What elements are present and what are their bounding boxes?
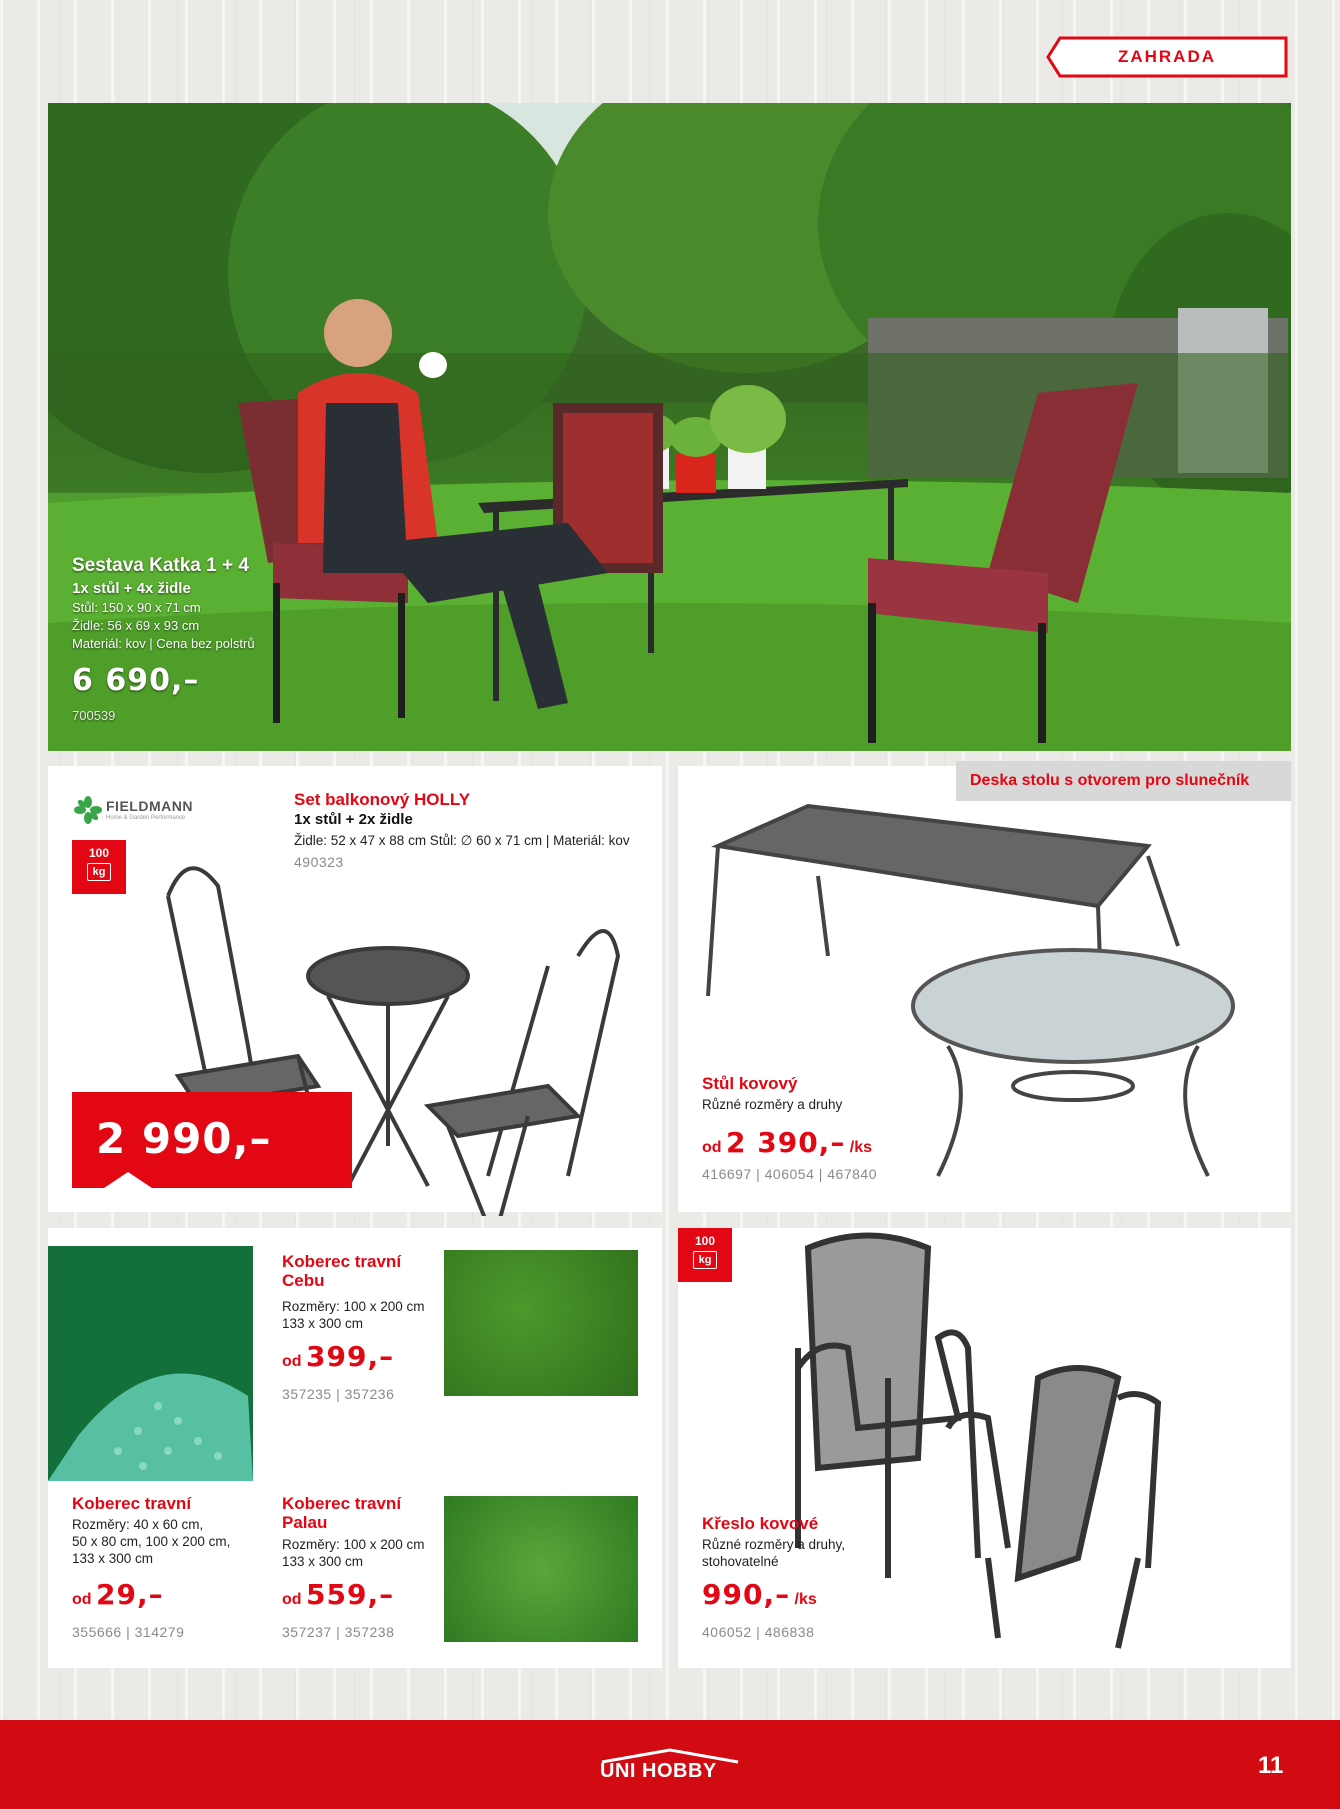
price-prefix: od [72, 1591, 92, 1608]
metal-chairs-image [758, 1228, 1288, 1668]
chair-title: Křeslo kovové [702, 1514, 819, 1533]
fieldmann-tagline: Home & Garden Performance [106, 815, 186, 821]
carpet-roll-image [48, 1246, 253, 1481]
weight-value: 100 [88, 846, 110, 860]
price-prefix: od [702, 1139, 722, 1156]
table-price-line [702, 1126, 872, 1159]
feature-banner-text: Deska stolu s otvorem pro slunečník [970, 772, 1250, 789]
carpet-price: 29,– [96, 1578, 164, 1611]
carpet-panel [48, 1228, 662, 1668]
palau-price-line [282, 1578, 394, 1611]
hero-subtitle: 1x stůl + 4x židle [72, 580, 191, 597]
palau-title-2: Palau [282, 1513, 328, 1532]
fieldmann-brand: FIELDMANN [106, 798, 193, 814]
chair-desc-2: stohovatelné [702, 1554, 779, 1569]
table-code: 416697 | 406054 | 467840 [702, 1166, 877, 1182]
cebu-desc-2: 133 x 300 cm [282, 1316, 364, 1331]
chair-price-line [702, 1578, 817, 1611]
holly-panel [48, 766, 662, 1212]
unihobby-logo-text: UNI HOBBY [600, 1760, 717, 1782]
cebu-price-line [282, 1340, 394, 1373]
carpet-desc-3: 133 x 300 cm [72, 1551, 154, 1566]
chair-price: 990,– [702, 1578, 791, 1611]
hero-price: 6 690,– [72, 663, 200, 698]
product-desc: Židle: 52 x 47 x 88 cm Stůl: ∅ 60 x 71 cm | Materiál: kov [294, 833, 630, 848]
footer [0, 1720, 1340, 1809]
palau-title-1: Koberec travní [282, 1494, 402, 1513]
weight-value: 100 [694, 1234, 716, 1248]
hero-dim-table: Stůl: 150 x 90 x 71 cm [72, 600, 201, 615]
palau-desc-1: Rozměry: 100 x 200 cm [282, 1537, 425, 1552]
carpet-title: Koberec travní [72, 1494, 192, 1513]
weight-badge [72, 840, 126, 894]
hero-title: Sestava Katka 1 + 4 [72, 555, 249, 576]
product-subtitle: 1x stůl + 2x židle [294, 811, 413, 828]
price-unit: /ks [794, 1591, 817, 1608]
cebu-swatch-image [444, 1250, 638, 1396]
cebu-title-1: Koberec travní [282, 1252, 402, 1271]
chair-code: 406052 | 486838 [702, 1624, 815, 1640]
hero-material: Materiál: kov | Cena bez polstrů [72, 636, 255, 651]
hero-code: 700539 [72, 708, 116, 723]
cebu-price: 399,– [306, 1340, 395, 1373]
table-desc: Různé rozměry a druhy [702, 1097, 843, 1112]
section-tag-label: ZAHRADA [1117, 47, 1217, 66]
product-title: Set balkonový HOLLY [294, 790, 471, 809]
fieldmann-logo [74, 796, 193, 829]
section-tag [1046, 36, 1288, 78]
cebu-code: 357235 | 357236 [282, 1386, 395, 1402]
price-prefix: od [282, 1591, 302, 1608]
carpet-code: 355666 | 314279 [72, 1624, 185, 1640]
chair-desc-1: Různé rozměry a druhy, [702, 1537, 846, 1552]
fieldmann-flower-icon [74, 796, 102, 824]
weight-unit: kg [87, 863, 111, 881]
table-panel [678, 766, 1291, 1212]
garden-scene-image [48, 103, 1291, 751]
weight-unit: kg [693, 1251, 717, 1269]
carpet-desc-1: Rozměry: 40 x 60 cm, [72, 1517, 204, 1532]
table-price: 2 390,– [726, 1126, 846, 1159]
weight-badge [678, 1228, 732, 1282]
page-number: 11 [1258, 1752, 1284, 1779]
palau-swatch-image [444, 1496, 638, 1642]
unihobby-logo [600, 1760, 717, 1783]
price-prefix: od [282, 1353, 302, 1370]
feature-banner [956, 761, 1291, 801]
carpet-price-line [72, 1578, 164, 1611]
product-price: 2 990,– [96, 1114, 272, 1163]
price-box-notch [88, 1172, 158, 1192]
hero-photo [48, 103, 1291, 751]
cebu-desc-1: Rozměry: 100 x 200 cm [282, 1299, 425, 1314]
palau-code: 357237 | 357238 [282, 1624, 395, 1640]
carpet-desc-2: 50 x 80 cm, 100 x 200 cm, [72, 1534, 231, 1549]
chair-panel [678, 1228, 1291, 1668]
table-title: Stůl kovový [702, 1074, 798, 1093]
price-unit: /ks [849, 1139, 873, 1156]
palau-price: 559,– [306, 1578, 395, 1611]
hero-dim-chair: Židle: 56 x 69 x 93 cm [72, 618, 200, 633]
unihobby-roof-icon [600, 1748, 740, 1764]
product-code: 490323 [294, 854, 344, 870]
palau-desc-2: 133 x 300 cm [282, 1554, 364, 1569]
cebu-title-2: Cebu [282, 1271, 325, 1290]
